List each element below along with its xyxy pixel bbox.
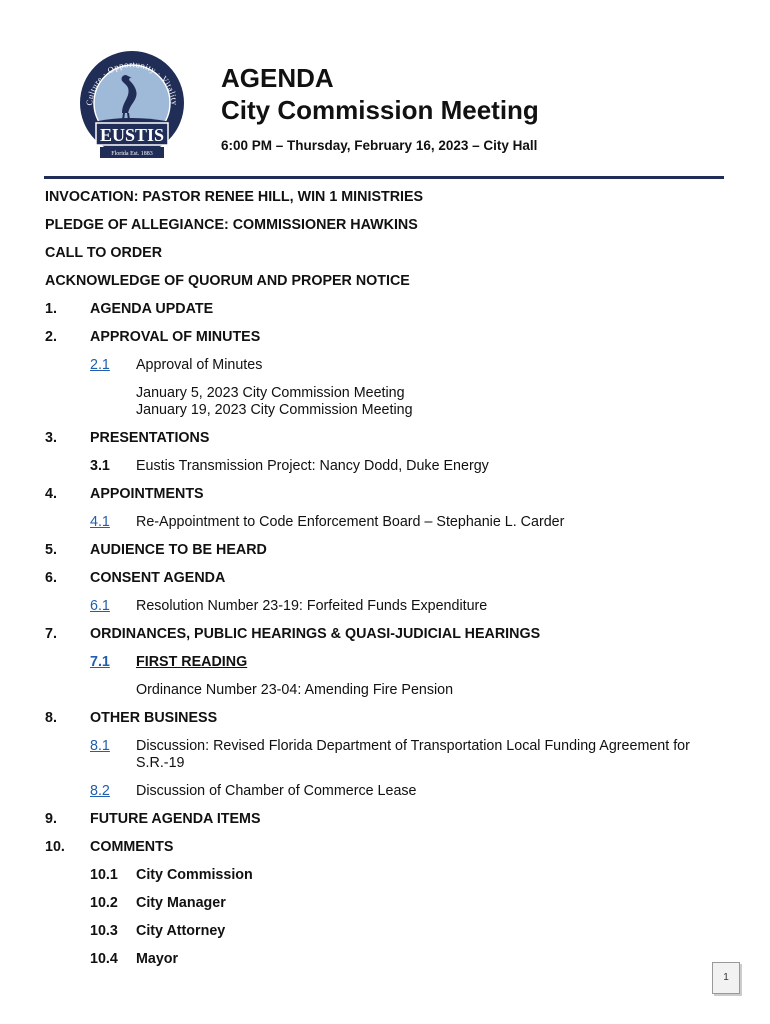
section-number: 7. [45,626,57,642]
acknowledge-quorum: ACKNOWLEDGE OF QUORUM AND PROPER NOTICE [45,273,410,289]
logo-wordmark: EUSTIS [99,125,165,145]
section-number: 4. [45,486,57,502]
section-comments [45,839,735,856]
minutes-jan-5: January 5, 2023 City Commission Meeting [136,385,405,401]
section-number: 8. [45,710,57,726]
section-number: 9. [45,811,57,827]
agenda-header [221,62,539,153]
item-text: Resolution Number 23-19: Forfeited Funds Expenditure [136,598,488,614]
item-text: Mayor [136,951,179,967]
section-title: APPOINTMENTS [90,486,204,502]
item-8-2 [45,783,735,800]
section-other-business [45,710,735,727]
item-8-1 [45,738,735,772]
section-title: APPROVAL OF MINUTES [90,329,261,345]
item-number: 10.3 [90,923,118,939]
section-title: FUTURE AGENDA ITEMS [90,811,261,827]
comment-city-manager [45,895,735,912]
section-title: CONSENT AGENDA [90,570,226,586]
section-number: 6. [45,570,57,586]
comment-city-commission [45,867,735,884]
header-divider [44,176,724,179]
meeting-datetime: 6:00 PM – Thursday, February 16, 2023 – City Hall [221,138,538,153]
ordinance-23-04: Ordinance Number 23-04: Amending Fire Pension [136,682,454,698]
section-appointments [45,486,735,503]
agenda-title: AGENDA [221,63,334,93]
section-consent-agenda [45,570,735,587]
item-link-2-1[interactable]: 2.1 [90,357,110,373]
section-title: ORDINANCES, PUBLIC HEARINGS & QUASI-JUDICIAL HEARINGS [90,626,541,642]
section-agenda-update [45,301,735,318]
item-text: City Attorney [136,923,226,939]
item-number: 10.4 [90,951,118,967]
pledge-of-allegiance: PLEDGE OF ALLEGIANCE: COMMISSIONER HAWKINS [45,217,418,233]
item-3-1 [45,458,735,475]
item-number: 3.1 [90,458,110,474]
item-text: Re-Appointment to Code Enforcement Board – Stephanie L. Carder [136,514,565,530]
item-text: City Manager [136,895,226,911]
item-number: 10.1 [90,867,118,883]
section-approval-of-minutes [45,329,735,346]
item-4-1 [45,514,735,531]
section-title: AUDIENCE TO BE HEARD [90,542,267,558]
section-number: 3. [45,430,57,446]
section-title: COMMENTS [90,839,174,855]
call-to-order: CALL TO ORDER [45,245,163,261]
item-link-8-1[interactable]: 8.1 [90,738,110,754]
item-6-1 [45,598,735,615]
section-presentations [45,430,735,447]
item-text: Discussion: Revised Florida Department of Transportation Local Funding Agreement for S.R.-19 [136,738,690,771]
item-text: Approval of Minutes [136,357,263,373]
logo-tagline: Florida Est. 1883 [111,151,153,157]
section-future-agenda-items [45,811,735,828]
logo-arc-text: Culture · Opportunity · Vitality [83,58,181,106]
section-number: 10. [45,839,65,855]
section-ordinances-hearings [45,626,735,643]
section-title: PRESENTATIONS [90,430,210,446]
item-number: 10.2 [90,895,118,911]
item-link-7-1[interactable]: 7.1 [90,654,110,670]
comment-city-attorney [45,923,735,940]
section-audience-to-be-heard [45,542,735,559]
minutes-jan-19: January 19, 2023 City Commission Meeting [136,402,413,418]
comment-mayor [45,951,735,968]
item-link-8-2[interactable]: 8.2 [90,783,110,799]
page-number-badge: 1 [712,962,740,994]
meeting-title: City Commission Meeting [221,95,539,125]
item-text: Discussion of Chamber of Commerce Lease [136,783,417,799]
item-link-6-1[interactable]: 6.1 [90,598,110,614]
item-text: Eustis Transmission Project: Nancy Dodd, Duke Energy [136,458,489,474]
section-title: OTHER BUSINESS [90,710,218,726]
agenda-body [45,189,735,979]
section-number: 1. [45,301,57,317]
section-title: AGENDA UPDATE [90,301,214,317]
invocation: INVOCATION: PASTOR RENEE HILL, WIN 1 MINISTRIES [45,189,424,205]
item-2-1 [45,357,735,374]
item-text: City Commission [136,867,253,883]
section-number: 2. [45,329,57,345]
section-number: 5. [45,542,57,558]
item-text: FIRST READING [136,654,248,670]
city-of-eustis-logo [78,45,186,163]
item-7-1 [45,654,735,671]
item-link-4-1[interactable]: 4.1 [90,514,110,530]
